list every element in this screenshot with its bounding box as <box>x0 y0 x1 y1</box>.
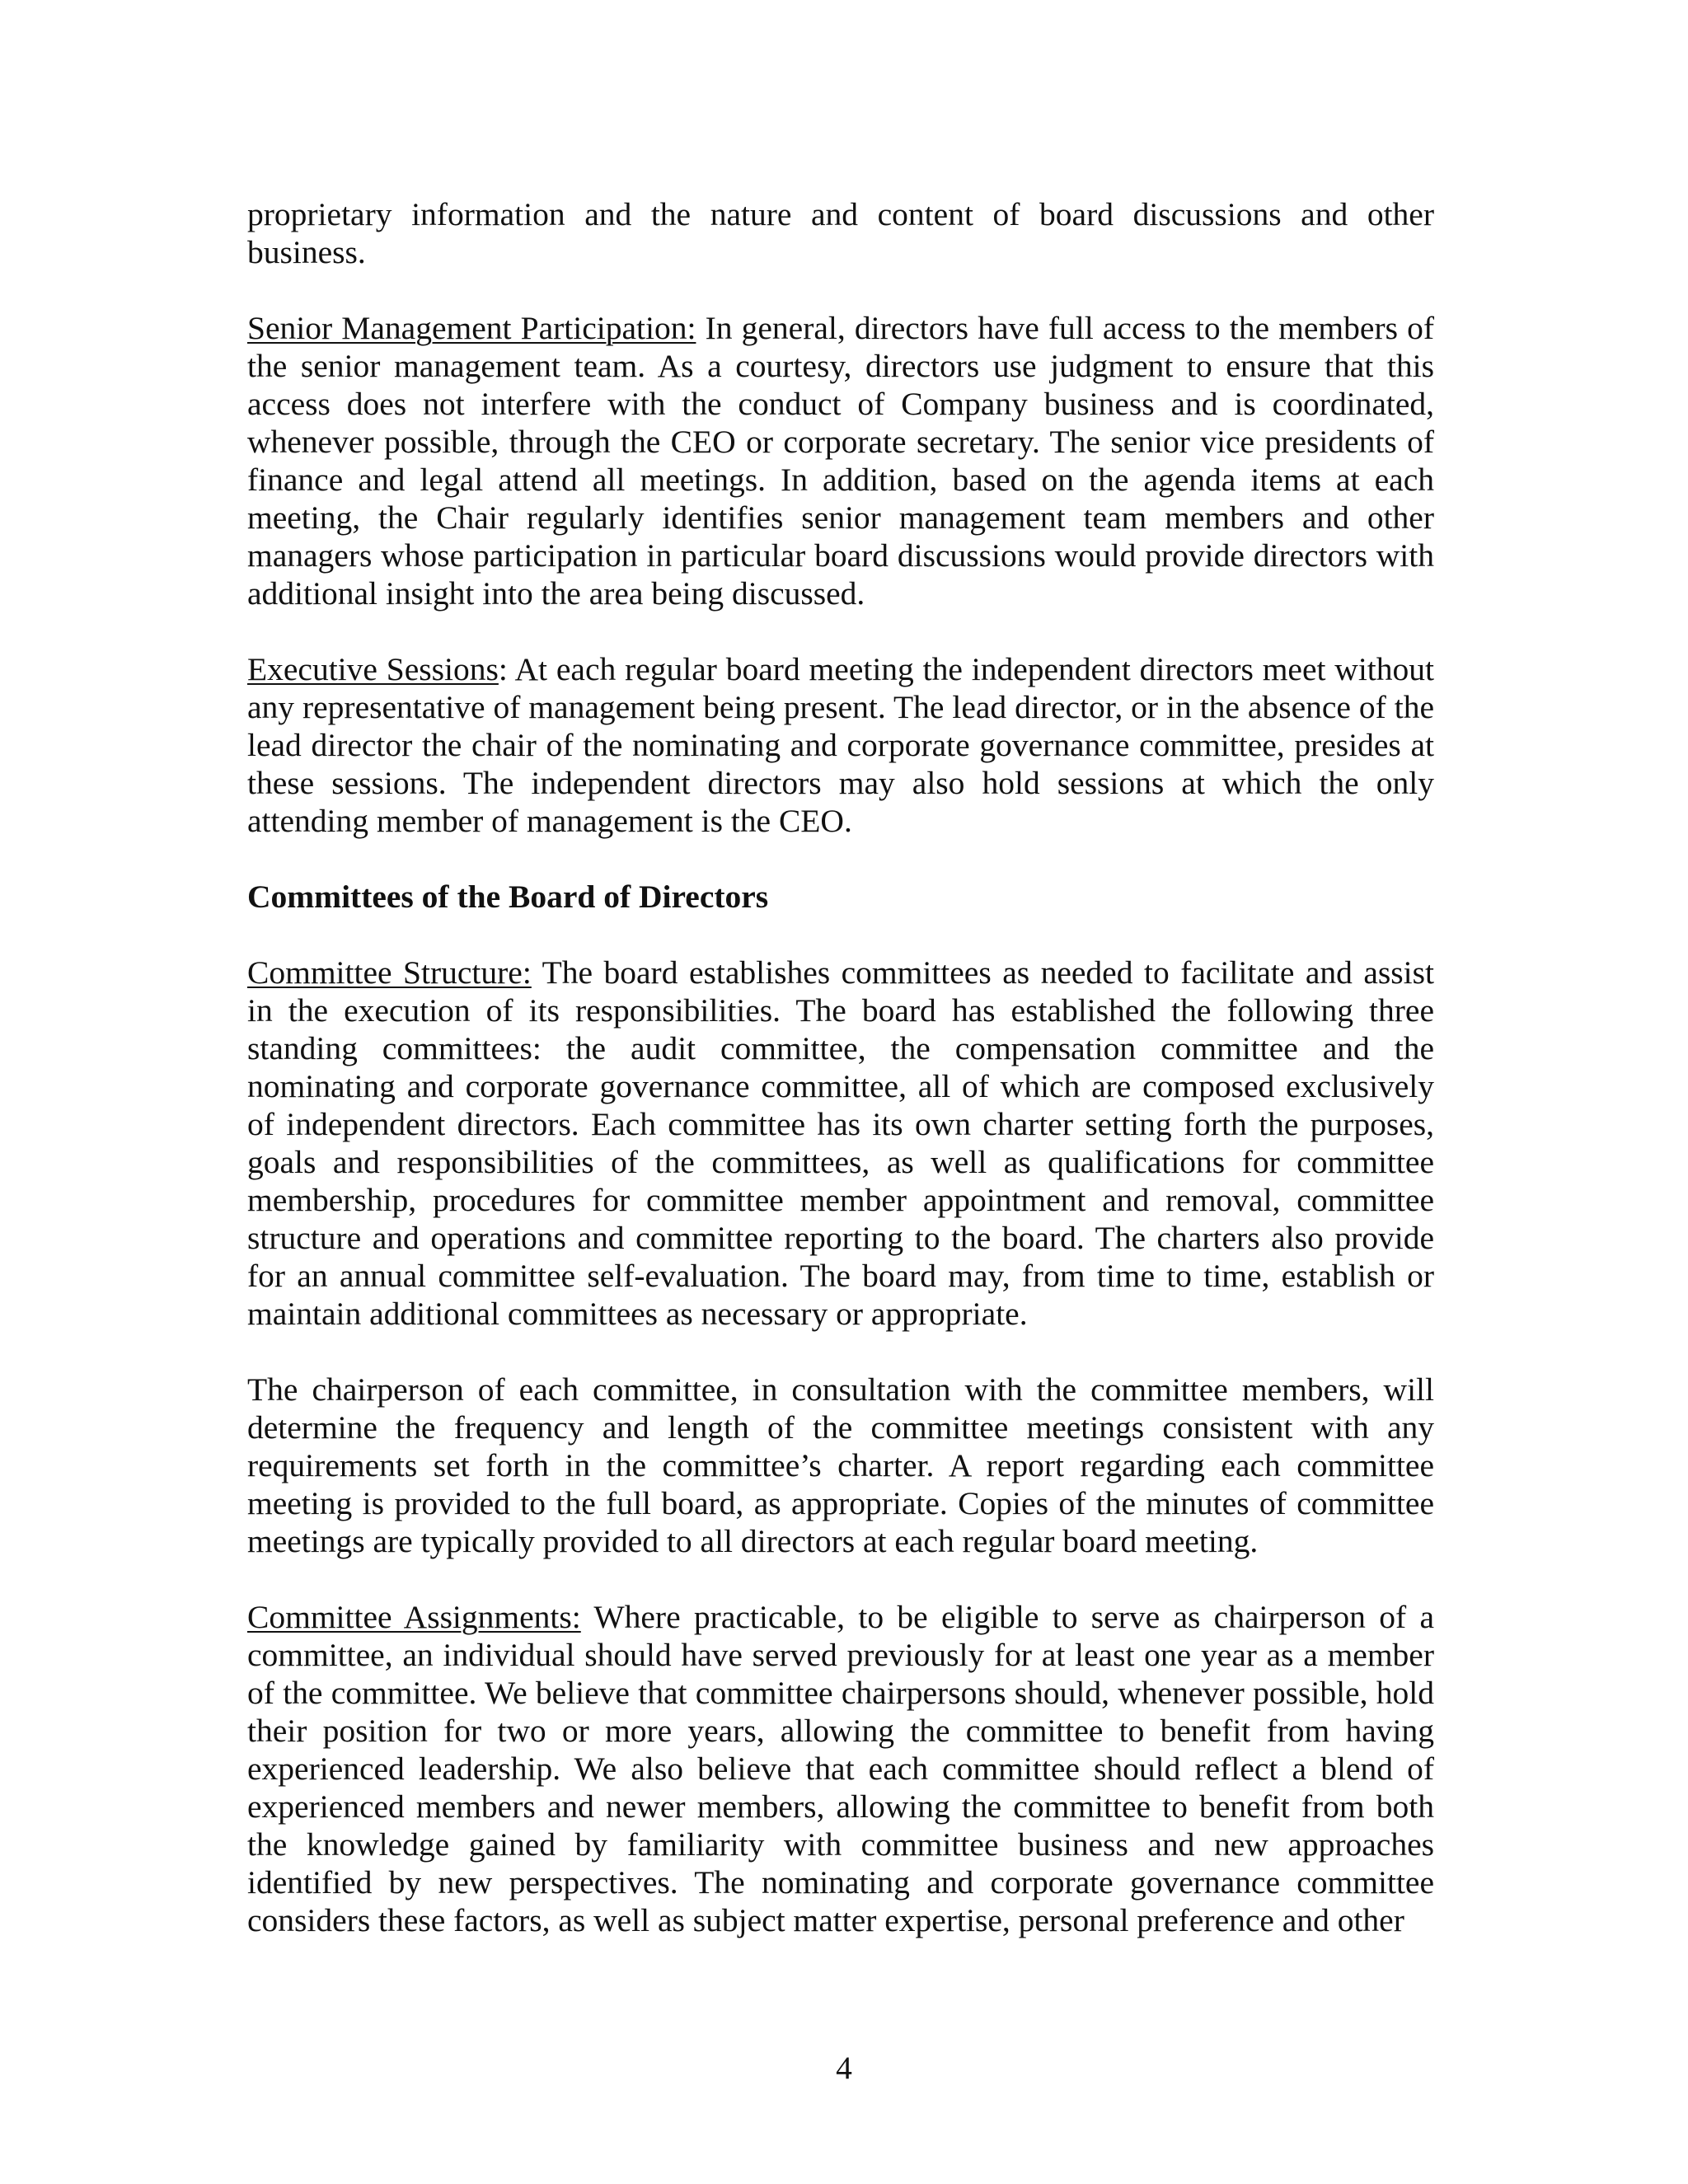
section-heading: Committees of the Board of Directors <box>247 879 769 915</box>
paragraph-text: proprietary information and the nature and content of board discussions and other business. <box>247 196 1434 270</box>
paragraph-executive-sessions <box>247 650 1434 840</box>
paragraph-text: The chairperson of each committee, in consultation with the committee members, will determine the frequency and length of the committee meetings consistent with any requirements set forth in the committee’s charter. A report regarding each committee meeting is provided to the full board, as appropriate. Copies of the minutes of committee meetings are typically provided to all directors at each regular board meeting. <box>247 1371 1434 1559</box>
paragraph-text: The board establishes committees as needed to facilitate and assist in the execution of its responsibilities. The board has established the following three standing committees: the audit committee, the compensation committee and the nominating and corporate governance committee, all of which are composed exclusively of independent directors. Each committee has its own charter setting forth the purposes, goals and responsibilities of the committees, as well as qualifications for committee membership, procedures for committee member appointment and removal, committee structure and operations and committee reporting to the board. The charters also provide for an annual committee self-evaluation. The board may, from time to time, establish or maintain additional committees as necessary or appropriate. <box>247 954 1434 1332</box>
label-colon: : <box>498 651 508 687</box>
paragraph-text: At each regular board meeting the independent directors meet without any representative of management being present. The lead director, or in the absence of the lead director the chair of the nominating and corporate governance committee, presides at these sessions. The independent directors may also hold sessions at which the only attending member of management is the CEO. <box>247 651 1435 839</box>
paragraph-senior-management-participation <box>247 309 1434 612</box>
section-label: Executive Sessions <box>247 651 499 687</box>
document-body <box>247 195 1434 1939</box>
section-label: Committee Assignments: <box>247 1599 581 1635</box>
paragraph-continuation <box>247 195 1434 271</box>
paragraph-committee-assignments <box>247 1598 1434 1939</box>
paragraph-committee-chairperson <box>247 1371 1434 1560</box>
paragraph-committee-structure <box>247 954 1434 1333</box>
paragraph-text: In general, directors have full access to the members of the senior management team. As a courtesy, directors use judgment to ensure that this access does not interfere with the conduct of Company business and is coordinated, whenever possible, through the CEO or corporate secretary. The senior vice presidents of finance and legal attend all meetings. In addition, based on the agenda items at each meeting, the Chair regularly identifies senior management team members and other managers whose participation in particular board discussions would provide directors with additional insight into the area being discussed. <box>247 310 1435 612</box>
paragraph-text: Where practicable, to be eligible to serve as chairperson of a committee, an individual should have served previously for at least one year as a member of the committee. We believe that committee chairpersons should, whenever possible, hold their position for two or more years, allowing the committee to benefit from having experienced leadership. We also believe that each committee should reflect a blend of experienced members and newer members, allowing the committee to benefit from both the knowledge gained by familiarity with committee business and new approaches identified by new perspectives. The nominating and corporate governance committee considers these factors, as well as subject matter expertise, personal preference and other <box>247 1599 1434 1938</box>
section-label: Committee Structure: <box>247 954 532 991</box>
section-label: Senior Management Participation: <box>247 310 696 346</box>
page-number: 4 <box>836 2050 852 2086</box>
